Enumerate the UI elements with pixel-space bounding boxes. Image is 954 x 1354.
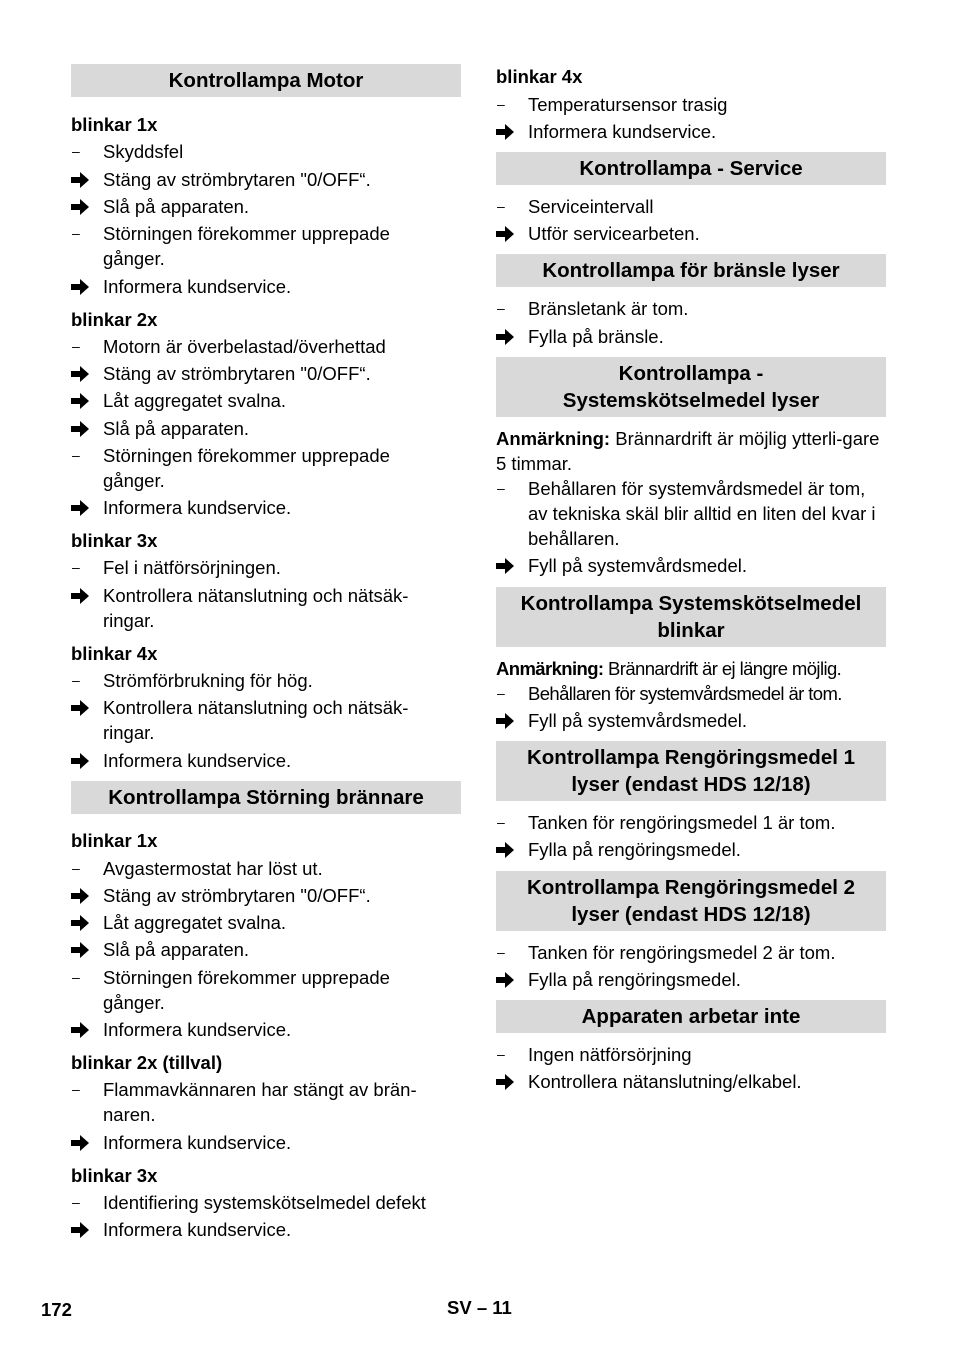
list-item: – Störningen förekommer upprepade gånger. [72,445,390,491]
list-item: Fyll på systemvårdsmedel. [496,708,886,733]
list-item: – Flammavkännaren har stängt av brän-naren. [72,1079,417,1125]
section-header-service: Kontrollampa - Service [496,152,886,185]
section-header-system-care-blink: Kontrollampa Systemskötselmedel blinkar [496,587,886,647]
dash-bullet-icon: – [497,300,505,316]
list-item: Stäng av strömbrytaren "0/OFF“. [71,167,461,192]
page-number: 172 [41,1299,72,1320]
dash-bullet-icon: – [497,814,505,830]
section-header-motor: Kontrollampa Motor [71,64,461,97]
subheading-blinkar-3x: blinkar 3x [71,530,158,551]
list-item: – Bränsletank är tom. [497,298,689,319]
dash-bullet-icon: – [497,1046,505,1062]
dash-bullet-icon: – [497,944,505,960]
arrow-right-icon [71,167,97,188]
arrow-right-icon [71,937,97,958]
language-page-indicator: SV – 11 [447,1297,512,1318]
list-item: Slå på apparaten. [71,937,461,962]
list-item: Fylla på rengöringsmedel. [496,837,886,862]
subheading-blinkar-2x: blinkar 2x [71,309,158,330]
section-header-system-care-lit: Kontrollampa - Systemskötselmedel lyser [496,357,886,417]
arrow-right-icon [71,695,97,716]
arrow-right-icon [71,1217,97,1238]
list-item: Informera kundservice. [71,1017,461,1042]
list-item: Informera kundservice. [71,274,461,299]
list-item: Låt aggregatet svalna. [71,910,461,935]
arrow-right-icon [496,837,522,858]
list-item: Fylla på bränsle. [496,324,886,349]
list-item: – Serviceintervall [497,196,654,217]
list-item: Kontrollera nätanslutning och nätsäk-ringar. [71,583,461,633]
arrow-right-icon [71,883,97,904]
arrow-right-icon [71,583,97,604]
arrow-right-icon [71,748,97,769]
dash-bullet-icon: – [72,1081,80,1097]
section-header-burner-fault: Kontrollampa Störning brännare [71,781,461,814]
dash-bullet-icon: – [72,559,80,575]
list-item: – Skyddsfel [72,141,184,162]
subheading-blinkar-4x: blinkar 4x [71,643,158,664]
note-label: Anmärkning: [496,428,611,449]
list-item: Fylla på rengöringsmedel. [496,967,886,992]
section-header-not-working: Apparaten arbetar inte [496,1000,886,1033]
dash-bullet-icon: – [72,672,80,688]
list-item: Informera kundservice. [71,1217,461,1242]
arrow-right-icon [71,1130,97,1151]
dash-bullet-icon: – [497,685,505,701]
list-item: – Tanken för rengöringsmedel 1 är tom. [497,812,836,833]
dash-bullet-icon: – [497,96,505,112]
list-item: Informera kundservice. [71,1130,461,1155]
dash-bullet-icon: – [72,338,80,354]
list-item: – Störningen förekommer upprepade gånger. [72,967,390,1013]
arrow-right-icon [71,495,97,516]
note-text: Anmärkning: Brännardrift är ej längre möjlig. [496,658,842,679]
arrow-right-icon [496,1069,522,1090]
list-item: – Behållaren för systemvårdsmedel är tom, av tekniska skäl blir alltid en liten del kvar i behållaren. [497,478,876,549]
section-header-detergent-2: Kontrollampa Rengöringsmedel 2 lyser (endast HDS 12/18) [496,871,886,931]
list-item: – Motorn är överbelastad/överhettad [72,336,386,357]
subheading-blinkar-1x: blinkar 1x [71,830,158,851]
dash-bullet-icon: – [72,969,80,985]
list-item: Slå på apparaten. [71,194,461,219]
list-item: – Avgastermostat har löst ut. [72,858,323,879]
list-item: Fyll på systemvårdsmedel. [496,553,886,578]
arrow-right-icon [496,708,522,729]
note-text: Anmärkning: Brännardrift är möjlig ytterli-gare 5 timmar. [496,428,880,474]
list-item: – Strömförbrukning för hög. [72,670,313,691]
arrow-right-icon [496,119,522,140]
section-header-detergent-1: Kontrollampa Rengöringsmedel 1 lyser (endast HDS 12/18) [496,741,886,801]
dash-bullet-icon: – [72,225,80,241]
dash-bullet-icon: – [497,198,505,214]
list-item: Informera kundservice. [71,495,461,520]
subheading-blinkar-3x: blinkar 3x [71,1165,158,1186]
dash-bullet-icon: – [72,447,80,463]
dash-bullet-icon: – [72,1194,80,1210]
list-item: Kontrollera nätanslutning och nätsäk-ringar. [71,695,461,745]
arrow-right-icon [71,194,97,215]
list-item: Informera kundservice. [496,119,886,144]
subheading-blinkar-1x: blinkar 1x [71,114,158,135]
list-item: – Ingen nätförsörjning [497,1044,692,1065]
arrow-right-icon [71,388,97,409]
arrow-right-icon [71,910,97,931]
arrow-right-icon [496,221,522,242]
arrow-right-icon [71,416,97,437]
list-item: – Fel i nätförsörjningen. [72,557,281,578]
dash-bullet-icon: – [72,143,80,159]
arrow-right-icon [496,324,522,345]
list-item: Stäng av strömbrytaren "0/OFF“. [71,361,461,386]
list-item: Utför servicearbeten. [496,221,886,246]
list-item: Informera kundservice. [71,748,461,773]
arrow-right-icon [496,553,522,574]
dash-bullet-icon: – [72,860,80,876]
list-item: Slå på apparaten. [71,416,461,441]
arrow-right-icon [71,274,97,295]
section-header-fuel: Kontrollampa för bränsle lyser [496,254,886,287]
arrow-right-icon [71,1017,97,1038]
list-item: – Temperatursensor trasig [497,94,728,115]
subheading-blinkar-2x-tillval: blinkar 2x (tillval) [71,1052,223,1073]
list-item: – Störningen förekommer upprepade gånger. [72,223,390,269]
dash-bullet-icon: – [497,480,505,496]
arrow-right-icon [71,361,97,382]
subheading-blinkar-4x: blinkar 4x [496,66,583,87]
list-item: – Tanken för rengöringsmedel 2 är tom. [497,942,836,963]
list-item: – Identifiering systemskötselmedel defekt [72,1192,426,1213]
arrow-right-icon [496,967,522,988]
note-label: Anmärkning: [496,658,604,679]
list-item: Låt aggregatet svalna. [71,388,461,413]
list-item: Stäng av strömbrytaren "0/OFF“. [71,883,461,908]
list-item: – Behållaren för systemvårdsmedel är tom. [497,683,842,704]
list-item: Kontrollera nätanslutning/elkabel. [496,1069,886,1094]
